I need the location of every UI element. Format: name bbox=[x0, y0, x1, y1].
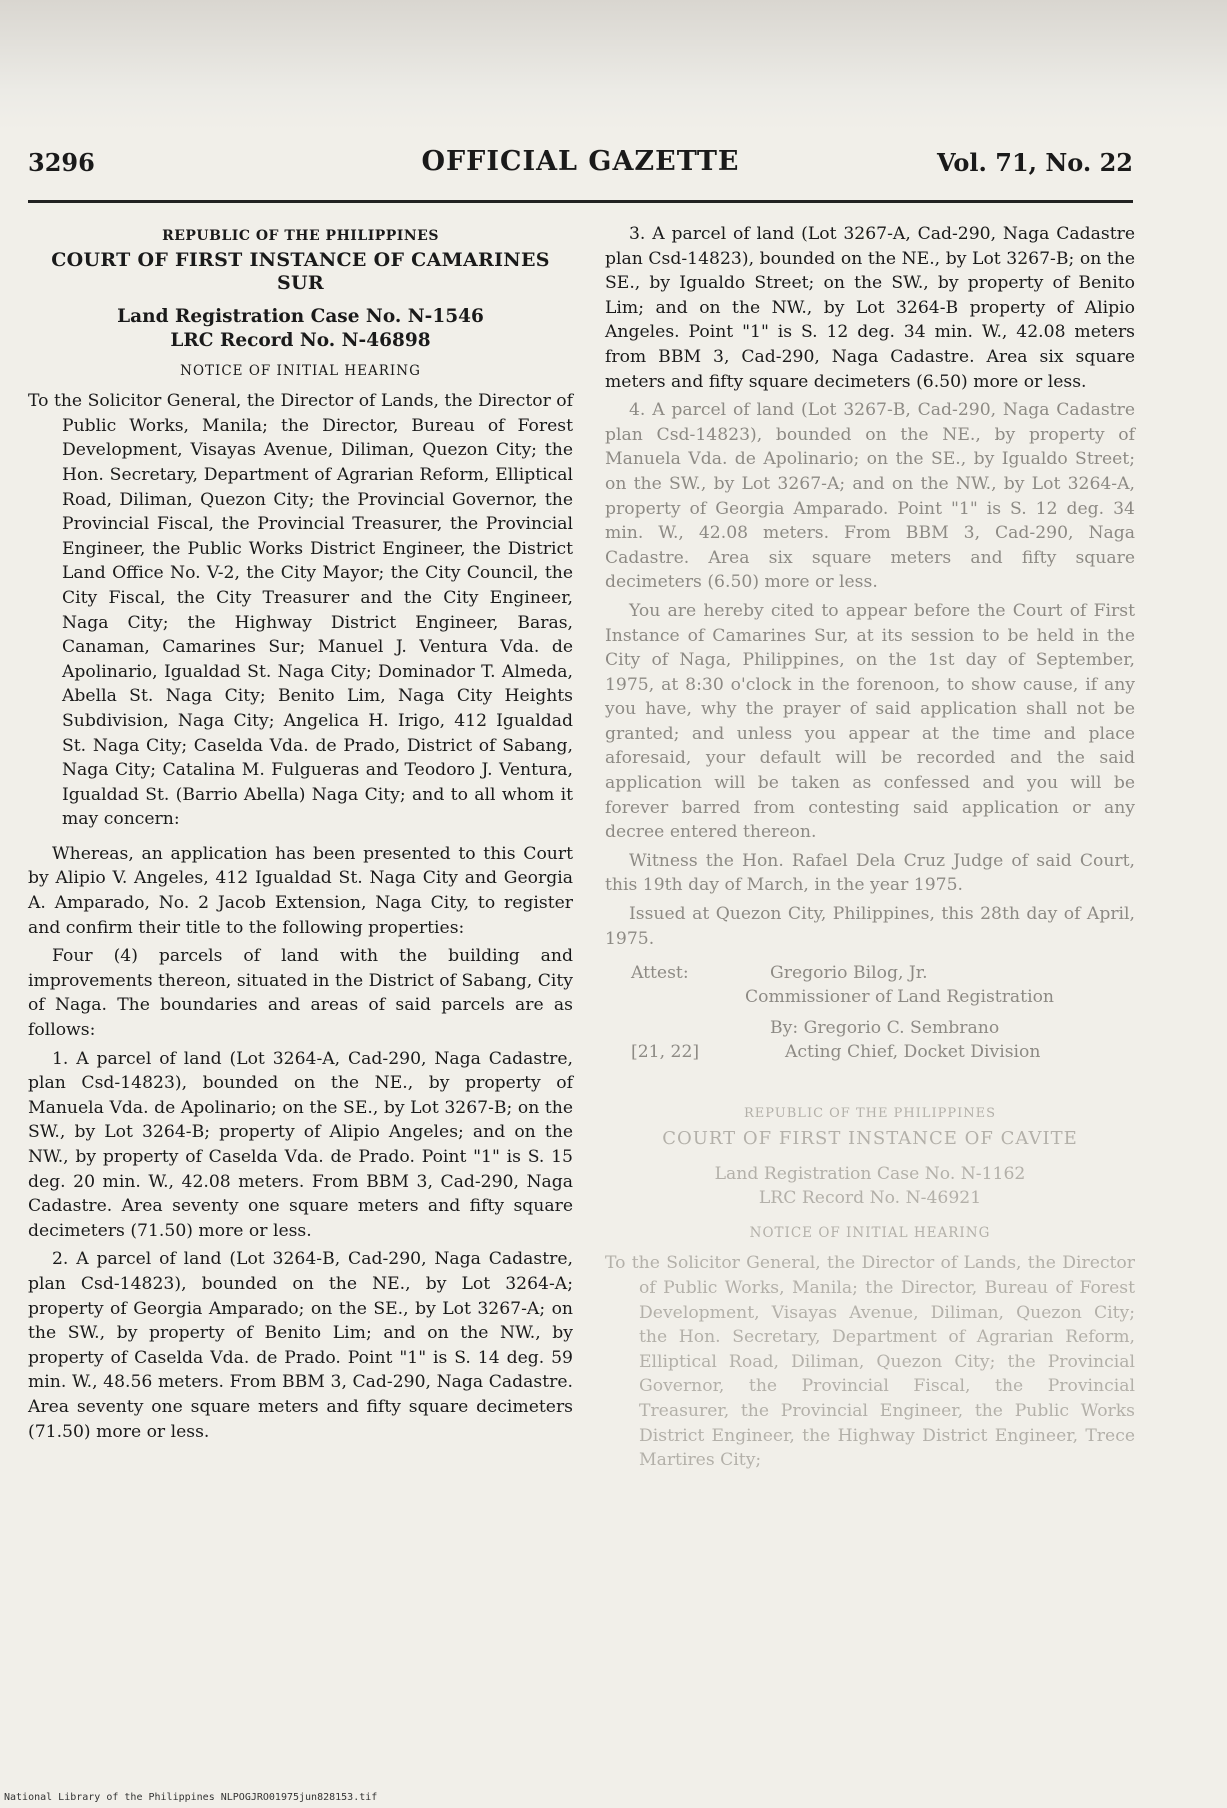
volume-number: Vol. 71, No. 22 bbox=[937, 148, 1133, 177]
case-number: Land Registration Case No. N-1546 bbox=[117, 305, 484, 327]
attest-label: Attest: bbox=[631, 963, 689, 984]
cavite-lrc-record: LRC Record No. N-46921 bbox=[758, 1188, 982, 1209]
court-heading-line1: COURT OF FIRST INSTANCE OF CAMARINES bbox=[51, 248, 550, 271]
header-rule bbox=[28, 200, 1133, 203]
lrc-record: LRC Record No. N-46898 bbox=[170, 329, 431, 351]
tag-row bbox=[605, 1040, 1135, 1064]
parcel-3: 3. A parcel of land (Lot 3267-A, Cad-290, Naga Cadastre plan Csd-14823), bounded on the NE., by Lot 3267-B; on the SE., by Igualdo Street; on the SW., by property of Benito Lim; and on the NW., by Lot 3264-B property of Alipio Angeles. Point "1" is S. 12 deg. 34 min. W., 42.08 meters from BBM 3, Cad-290, Naga Cadastre. Area six square meters and fifty square decimeters (6.50) more or less. bbox=[605, 224, 1135, 392]
scan-footer: National Library of the Philippines NLPOGJRO01975jun828153.tif bbox=[4, 1792, 378, 1803]
cavite-notice bbox=[605, 1102, 1135, 1472]
addressees-paragraph: To the Solicitor General, the Director of Lands, the Director of Public Works, Manila; the Director, Bureau of Forest Development, Visayas Avenue, Diliman, Quezon City; the Hon. Secretary, Department of Agrarian Reform, Elliptical Road, Diliman, Quezon City; the Provincial Governor, the Provincial Fiscal, the Provincial Treasurer, the Provincial Engineer, the Public Works District Engineer, the District Land Office No. V-2, the City Mayor; the City Council, the City Fiscal, the City Treasurer and the City Engineer, Naga City; the Highway District Engineer, Baras, Canaman, Camarines Sur; Manuel J. Ventura Vda. de Apolinario, Igualdad St. Naga City; Dominador T. Almeda, Abella St. Naga City; Benito Lim, Naga City Heights Subdivision, Naga City; Angelica H. Irigo, 412 Igualdad St. Naga City; Caselda Vda. de Prado, District of Sabang, Naga City; Catalina M. Fulgueras and Teodoro J. Ventura, Igualdad St. (Barrio Abella) Naga City; and to all whom it may concern: bbox=[28, 391, 573, 830]
parcel-1: 1. A parcel of land (Lot 3264-A, Cad-290, Naga Cadastre, plan Csd-14823), bounded on the NE., by property of Manuela Vda. de Apolinario; on the SE., by Lot 3267-B; on the SW., by Lot 3264-B; property of Alipio Angeles; and on the NW., by property of Caselda Vda. de Prado. Point "1" is S. 15 deg. 20 min. W., 42.08 meters. From BBM 3, Cad-290, Naga Cadastre. Area seventy one square meters and fifty square decimeters (71.50) more or less. bbox=[28, 1048, 573, 1241]
notice-title: NOTICE OF INITIAL HEARING bbox=[180, 362, 421, 379]
left-column bbox=[28, 222, 573, 1448]
parcels-intro: Four (4) parcels of land with the building and improvements thereon, situated in the District of Sabang, City of Naga. The boundaries and areas of said parcels are as follows: bbox=[28, 946, 573, 1041]
by-title: Acting Chief, Docket Division bbox=[785, 1042, 1041, 1063]
citation-paragraph: You are hereby cited to appear before the Court of First Instance of Camarines Sur, at its session to be held in the City of Naga, Philippines, on the 1st day of September, 1975, at 8:30 o'clock in the forenoon, to show cause, if any you have, why the prayer of said application shall not be granted; and unless you appear at the time and place aforesaid, your default will be recorded and the said application will be taken as confessed and you will be forever barred from contesting said application or any decree entered thereon. bbox=[605, 600, 1135, 843]
page-header bbox=[28, 148, 1133, 188]
right-column bbox=[605, 222, 1135, 1477]
court-heading-line2: SUR bbox=[277, 271, 324, 294]
issued-paragraph: Issued at Quezon City, Philippines, this 28th day of April, 1975. bbox=[605, 904, 1135, 949]
parcel-4: 4. A parcel of land (Lot 3267-B, Cad-290, Naga Cadastre plan Csd-14823), bounded on the NE., by property of Manuela Vda. de Apolinario; on the SE., by Igualdo Street; on the SW., by Lot 3267-A; and on the NW., by Lot 3264-A, property of Georgia Amparado. Point "1" is S. 12 deg. 34 min. W., 42.08 meters. From BBM 3, Cad-290, Naga Cadastre. Area six square meters and fifty square decimeters (6.50) more or less. bbox=[605, 400, 1135, 593]
whereas-paragraph: Whereas, an application has been presented to this Court by Alipio V. Angeles, 412 Igualdad St. Naga City and Georgia A. Amparado, No. 2 Jacob Extension, Naga City, to register and confirm their title to the following properties: bbox=[28, 843, 573, 938]
signatory-title: Commissioner of Land Registration bbox=[745, 987, 1054, 1008]
issue-tag: [21, 22] bbox=[631, 1042, 700, 1063]
parcel-2: 2. A parcel of land (Lot 3264-B, Cad-290, Naga Cadastre, plan Csd-14823), bounded on the NE., by Lot 3264-A; property of Georgia Amparado; on the SE., by Lot 3267-A; on the SW., by property of Benito Lim; and on the NW., by property of Caselda Vda. de Prado. Point "1" is S. 14 deg. 59 min. W., 48.56 meters. From BBM 3, Cad-290, Naga Cadastre. Area seventy one square meters and fifty square decimeters (71.50) more or less. bbox=[28, 1249, 573, 1442]
page-number: 3296 bbox=[28, 148, 95, 177]
by-line: By: Gregorio C. Sembrano bbox=[770, 1017, 1000, 1038]
republic-heading: REPUBLIC OF THE PHILIPPINES bbox=[162, 228, 439, 244]
cavite-addressees: To the Solicitor General, the Director of Lands, the Director of Public Works, Manila; the Director, Bureau of Forest Development, Visayas Avenue, Diliman, Quezon City; the Hon. Secretary, Department of Agrarian Reform, Elliptical Road, Diliman, Quezon City; the Provincial Governor, the Provincial Fiscal, the Provincial Treasurer, the Provincial Engineer, the Public Works District Engineer, the Highway District Engineer, Trece Martires City; bbox=[605, 1253, 1135, 1471]
cavite-court-heading: COURT OF FIRST INSTANCE OF CAVITE bbox=[662, 1128, 1078, 1149]
cavite-republic-heading: REPUBLIC OF THE PHILIPPINES bbox=[744, 1106, 996, 1122]
witness-paragraph: Witness the Hon. Rafael Dela Cruz Judge of said Court, this 19th day of March, in the year 1975. bbox=[605, 850, 1135, 896]
scan-shadow bbox=[0, 0, 1227, 130]
cavite-notice-title: NOTICE OF INITIAL HEARING bbox=[749, 1224, 991, 1241]
publication-title: OFFICIAL GAZETTE bbox=[421, 146, 740, 177]
attest-row bbox=[605, 961, 1135, 985]
signatory-name: Gregorio Bilog, Jr. bbox=[770, 963, 928, 984]
cavite-case-number: Land Registration Case No. N-1162 bbox=[714, 1163, 1026, 1184]
